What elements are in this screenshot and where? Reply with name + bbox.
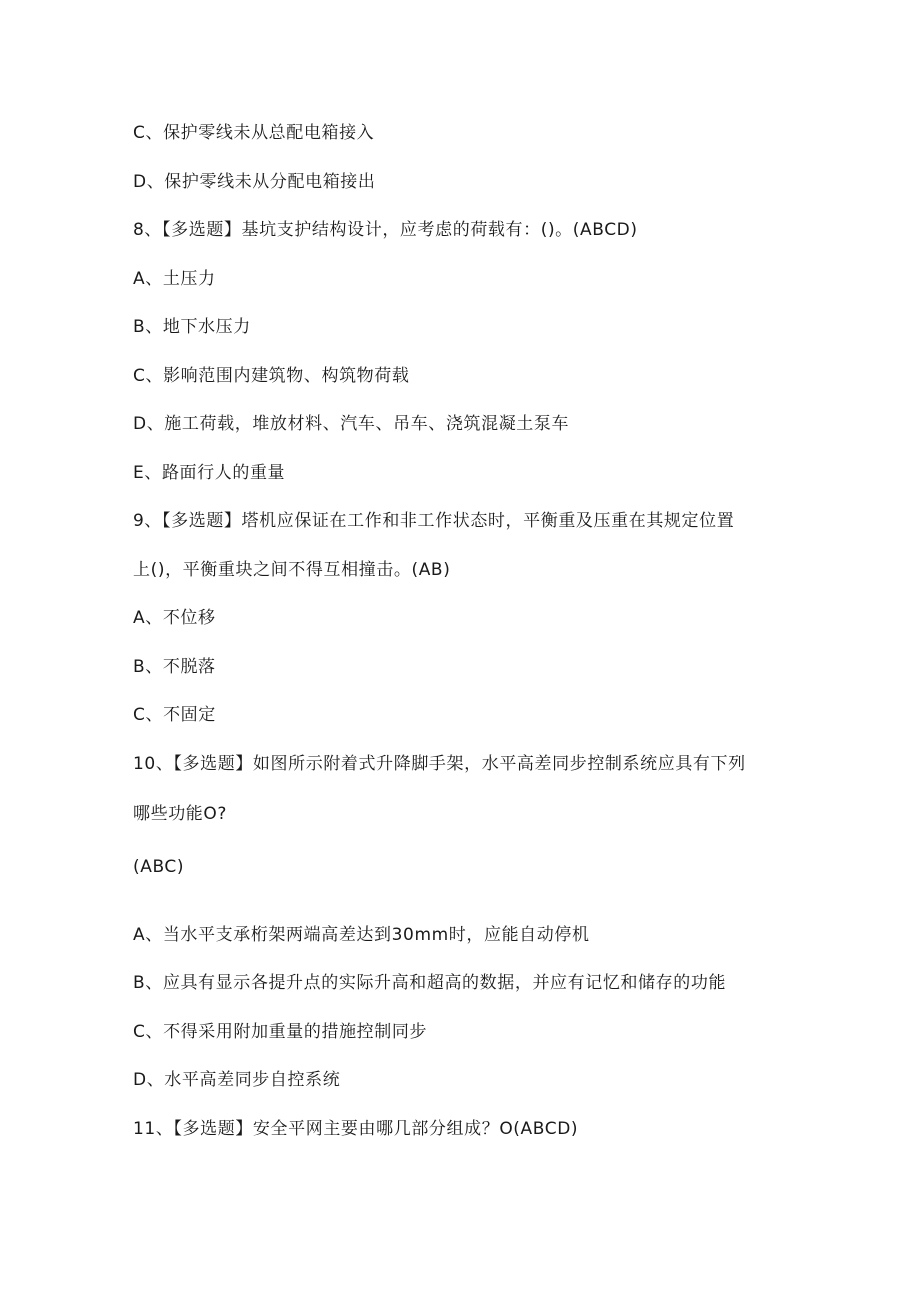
question-10-answer: (ABC) bbox=[133, 857, 185, 877]
option-b-q10: B、应具有显示各提升点的实际升高和超高的数据，并应有记忆和储存的功能 bbox=[133, 973, 727, 993]
option-c-q8: C、影响范围内建筑物、构筑物荷载 bbox=[133, 366, 410, 386]
option-d-q10: D、水平高差同步自控系统 bbox=[133, 1070, 341, 1090]
option-b-q8: B、地下水压力 bbox=[133, 317, 251, 337]
option-c-q10: C、不得采用附加重量的措施控制同步 bbox=[133, 1022, 428, 1042]
question-8: 8、【多选题】基坑支护结构设计，应考虑的荷载有：()。(ABCD) bbox=[133, 220, 638, 240]
question-9-line-1: 9、【多选题】塔机应保证在工作和非工作状态时，平衡重及压重在其规定位置 bbox=[133, 511, 735, 531]
option-a-q8: A、土压力 bbox=[133, 269, 216, 289]
option-c-q7: C、保护零线未从总配电箱接入 bbox=[133, 123, 375, 143]
question-11: 11、【多选题】安全平网主要由哪几部分组成？O(ABCD) bbox=[133, 1119, 579, 1139]
option-d-q8: D、施工荷载，堆放材料、汽车、吊车、浇筑混凝土泵车 bbox=[133, 414, 570, 434]
option-a-q9: A、不位移 bbox=[133, 608, 216, 628]
question-10-line-1: 10、【多选题】如图所示附着式升降脚手架，水平高差同步控制系统应具有下列 bbox=[133, 754, 746, 774]
option-b-q9: B、不脱落 bbox=[133, 657, 216, 677]
option-e-q8: E、路面行人的重量 bbox=[133, 463, 286, 483]
question-9-line-2: 上()，平衡重块之间不得互相撞击。(AB) bbox=[133, 560, 451, 580]
question-10-line-2: 哪些功能O? bbox=[133, 804, 228, 824]
option-a-q10: A、当水平支承桁架两端高差达到30mm时，应能自动停机 bbox=[133, 925, 590, 945]
option-d-q7: D、保护零线未从分配电箱接出 bbox=[133, 172, 376, 192]
option-c-q9: C、不固定 bbox=[133, 705, 216, 725]
